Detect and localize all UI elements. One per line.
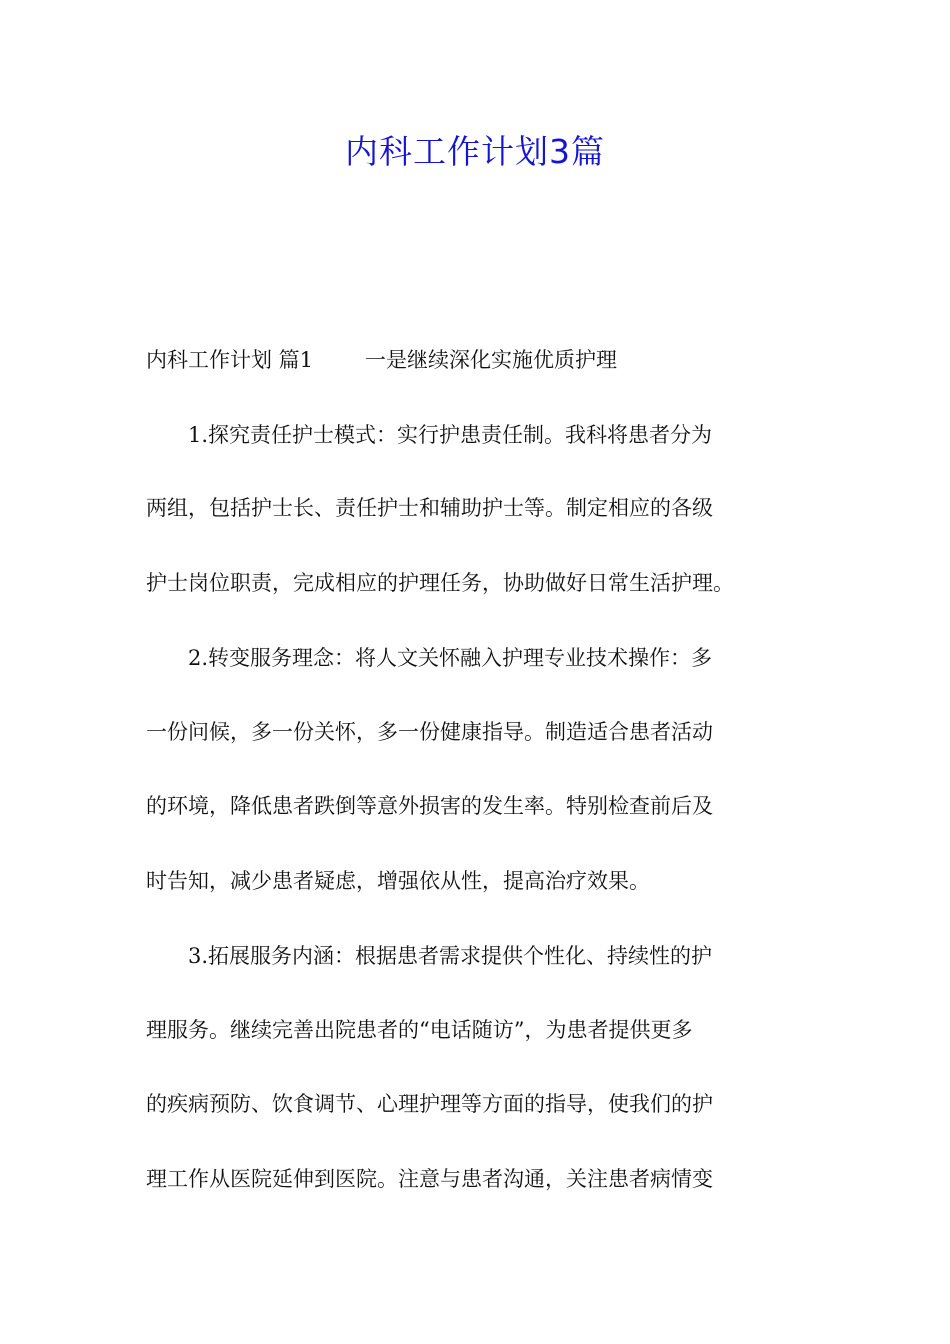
paragraph-3-line-1: 3.拓展服务内涵：根据患者需求提供个性化、持续性的护 xyxy=(188,944,713,968)
paragraph-3-line-4: 理工作从医院延伸到医院。注意与患者沟通，关注患者病情变 xyxy=(146,1167,713,1191)
paragraph-2-line-2: 一份问候，多一份关怀，多一份健康指导。制造适合患者活动 xyxy=(146,720,713,744)
paragraph-1-line-2: 两组，包括护士长、责任护士和辅助护士等。制定相应的各级 xyxy=(146,496,713,520)
paragraph-1-line-1: 1.探究责任护士模式：实行护患责任制。我科将患者分为 xyxy=(188,423,713,447)
section-part-label: 内科工作计划 篇1 xyxy=(146,348,314,372)
paragraph-3-line-2: 理服务。继续完善出院患者的“电话随访”，为患者提供更多 xyxy=(146,1018,693,1042)
section-heading xyxy=(146,344,617,376)
paragraph-2-line-1: 2.转变服务理念：将人文关怀融入护理专业技术操作：多 xyxy=(188,646,713,670)
paragraph-2-line-3: 的环境，降低患者跌倒等意外损害的发生率。特别检查前后及 xyxy=(146,794,713,818)
paragraph-2-line-4: 时告知，减少患者疑虑，增强依从性，提高治疗效果。 xyxy=(146,869,650,893)
paragraph-1-line-3: 护士岗位职责，完成相应的护理任务，协助做好日常生活护理。 xyxy=(146,571,734,595)
section-subtitle: 一是继续深化实施优质护理 xyxy=(365,348,618,372)
paragraph-3-line-3: 的疾病预防、饮食调节、心理护理等方面的指导，使我们的护 xyxy=(146,1092,713,1116)
document-title: 内科工作计划3篇 xyxy=(345,132,605,171)
